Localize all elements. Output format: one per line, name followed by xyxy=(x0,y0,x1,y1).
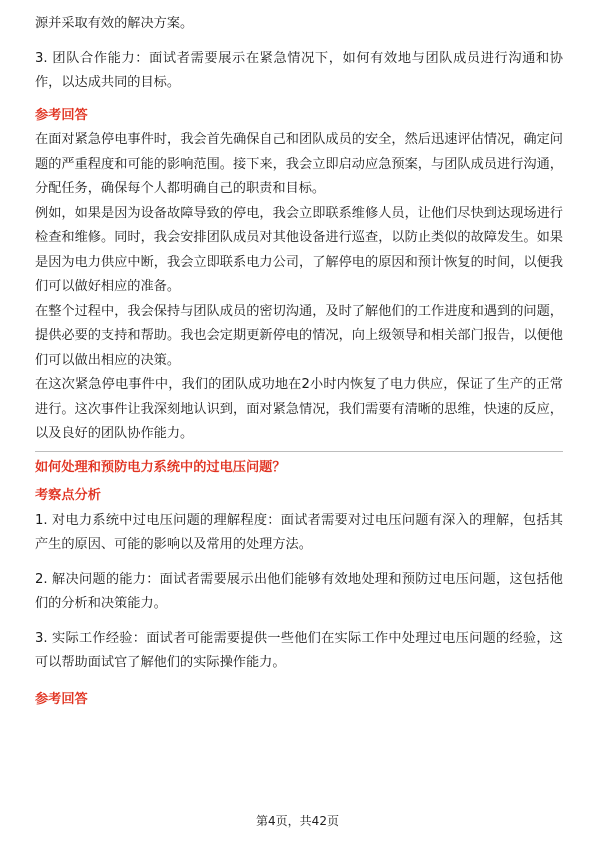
section-divider xyxy=(35,451,563,452)
analysis-heading: 考察点分析 xyxy=(35,488,101,503)
page-footer: 第4页，共42页 xyxy=(256,814,339,828)
answer-paragraph-1: 在面对紧急停电事件时，我会首先确保自己和团队成员的安全，然后迅速评估情况，确定问题的严重程度和可能的影响范围。接下来，我会立即启动应急预案，与团队成员进行沟通，分配任务，确保每个人都明确自己的职责和目标。 xyxy=(35,132,563,196)
analysis-point-3: 3. 团队合作能力：面试者需要展示在紧急情况下，如何有效地与团队成员进行沟通和协作，以达成共同的目标。 xyxy=(35,50,563,90)
paragraph-continuation: 源并采取有效的解决方案。 xyxy=(35,16,194,31)
analysis-point-3b: 3. 实际工作经验：面试者可能需要提供一些他们在实际工作中处理过电压问题的经验，这可以帮助面试官了解他们的实际操作能力。 xyxy=(35,630,563,670)
answer-heading-2: 参考回答 xyxy=(35,691,88,707)
answer-paragraph-3: 在整个过程中，我会保持与团队成员的密切沟通，及时了解他们的工作进度和遇到的问题，提供必要的支持和帮助。我也会定期更新停电的情况，向上级领导和相关部门报告，以便他们可以做出相应的决策。 xyxy=(35,303,563,368)
page-content xyxy=(35,12,563,712)
analysis-point-1: 1. 对电力系统中过电压问题的理解程度：面试者需要对过电压问题有深入的理解，包括其产生的原因、可能的影响以及常用的处理方法。 xyxy=(35,512,563,552)
answer-paragraph-4: 在这次紧急停电事件中，我们的团队成功地在2小时内恢复了电力供应，保证了生产的正常进行。这次事件让我深刻地认识到，面对紧急情况，我们需要有清晰的思维，快速的反应，以及良好的团队协作能力。 xyxy=(35,377,563,441)
answer-paragraph-2: 例如，如果是因为设备故障导致的停电，我会立即联系维修人员，让他们尽快到达现场进行检查和维修。同时，我会安排团队成员对其他设备进行巡查，以防止类似的故障发生。如果是因为电力供应中断，我会立即联系电力公司，了解停电的原因和预计恢复的时间，以便我们可以做好相应的准备。 xyxy=(35,205,563,294)
analysis-point-2: 2. 解决问题的能力：面试者需要展示出他们能够有效地处理和预防过电压问题，这包括他们的分析和决策能力。 xyxy=(35,571,563,611)
answer-heading: 参考回答 xyxy=(35,107,88,123)
question-title: 如何处理和预防电力系统中的过电压问题？ xyxy=(35,459,286,475)
